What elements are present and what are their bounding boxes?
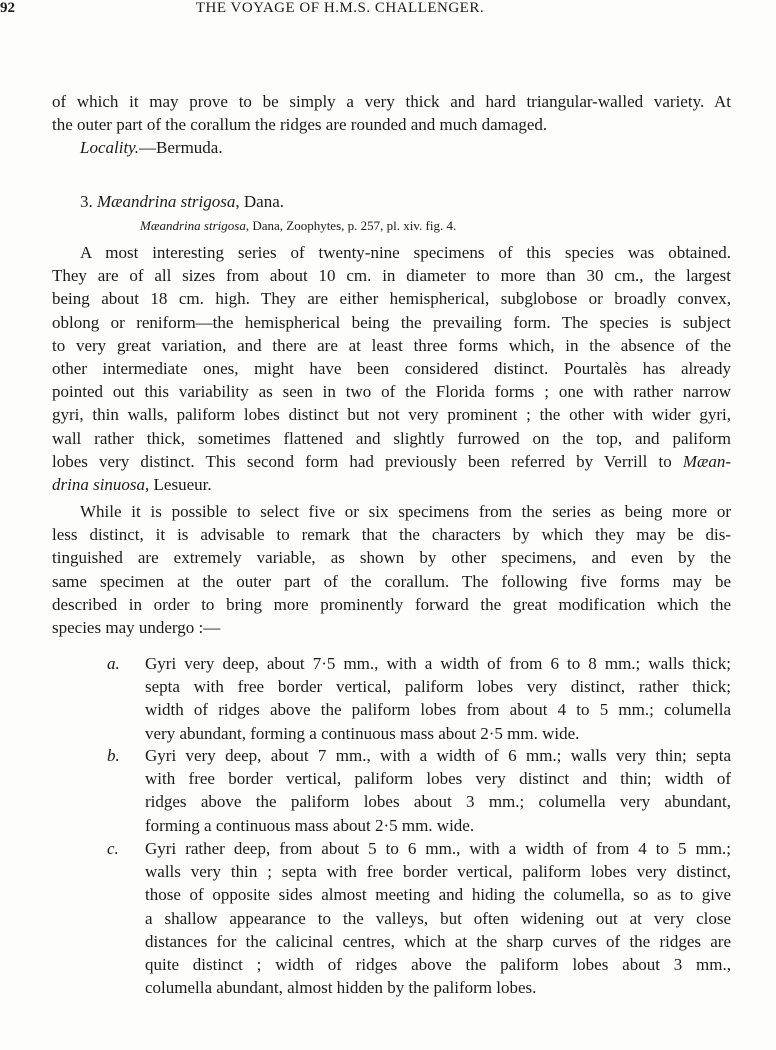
text-line: Gyri rather deep, from about 5 to 6 mm., with a width of from 4 to 5 mm.; (145, 839, 731, 858)
text-line: septa with free border vertical, paliform lobes very distinct, rather thick; (145, 677, 731, 697)
paragraph-description (52, 241, 731, 496)
text-line: distances for the calicinal centres, which at the sharp curves of the ridges are (145, 931, 731, 951)
text-line: wall rather thick, sometimes flattened and slightly furrowed on the top, and paliform (52, 428, 731, 448)
species-heading (80, 190, 480, 213)
text-line (80, 190, 480, 213)
paragraph-continuation (52, 90, 731, 136)
text-line: gyri, thin walls, paliform lobes distinct but not very prominent ; the other with wider gyri, (52, 405, 731, 425)
text-line: species may undergo :— (52, 618, 221, 638)
text-line: They are of all sizes from about 10 cm. in diameter to more than 30 cm., the largest (52, 266, 731, 286)
item-text (145, 837, 731, 999)
text-line: ridges above the paliform lobes about 3 mm.; columella very abundant, (145, 792, 731, 812)
running-title: THE VOYAGE OF H.M.S. CHALLENGER. (195, 0, 485, 16)
italic-text: Mæandrina strigosa (140, 218, 246, 233)
text-line: with free border vertical, paliform lobes very distinct and thin; width of (145, 769, 731, 789)
synonymy-citation (140, 214, 560, 237)
text-line (52, 473, 731, 496)
text-line: very abundant, forming a continuous mass about 2·5 mm. wide. (145, 723, 580, 743)
text-segment: , Dana. (235, 192, 285, 211)
text-line: walls very thin ; septa with free border vertical, paliform lobes very distinct, (145, 862, 731, 882)
text-line: width of ridges above the paliform lobes from about 4 to 5 mm.; columella (145, 700, 731, 720)
page-header (0, 0, 680, 24)
text-segment: lobes very distinct. This second form had previously been referred by Verrill to (52, 451, 683, 471)
text-line: Gyri very deep, about 7 mm., with a width of 6 mm.; walls very thin; septa (145, 746, 731, 765)
item-text (145, 744, 731, 837)
text-line: other intermediate ones, might have been considered distinct. Pourtalès has already (52, 359, 731, 379)
text-line (80, 136, 480, 159)
text-line (140, 214, 560, 237)
text-line: oblong or reniform—the hemispherical being the prevailing form. The species is subject (52, 312, 731, 332)
text-line: While it is possible to select five or six specimens from the series as being more or (80, 502, 731, 521)
text-line: columella abundant, almost hidden by the paliform lobes. (145, 978, 537, 998)
text-line: A most interesting series of twenty-nine specimens of this species was obtained. (80, 243, 731, 262)
item-text (145, 652, 731, 745)
text-line: Gyri very deep, about 7·5 mm., with a width of from 6 to 8 mm.; walls thick; (145, 654, 731, 673)
text-line: quite distinct ; width of ridges above the paliform lobes about 3 mm., (145, 955, 731, 975)
text-line: tinguished are extremely variable, as shown by other specimens, and even by the (52, 548, 731, 568)
text-line: to very great variation, and there are at least three forms which, in the absence of the (52, 335, 731, 355)
italic-text: Mæandrina strigosa (97, 192, 236, 211)
text-line (52, 450, 731, 473)
italic-text: drina sinuosa (52, 475, 146, 495)
text-line: described in order to bring more prominently forward the great modification which the (52, 594, 731, 614)
italic-text: Mæan- (682, 451, 731, 471)
text-line: forming a continuous mass about 2·5 mm. wide. (145, 815, 475, 835)
italic-text: Locality. (80, 138, 140, 157)
page-number: 92 (0, 0, 15, 16)
text-line: those of opposite sides almost meeting and hiding the columella, so as to give (145, 885, 731, 905)
text-line: the outer part of the corallum the ridges are rounded and much damaged. (52, 115, 548, 135)
text-segment: , Dana, Zoophytes, p. 257, pl. xiv. fig. 4. (245, 218, 457, 233)
text-line: less distinct, it is advisable to remark that the characters by which they may be dis- (52, 525, 731, 545)
text-segment: —Bermuda. (139, 138, 223, 157)
text-line: a shallow appearance to the valleys, but often widening out at very close (145, 908, 731, 928)
text-line: same specimen at the outer part of the corallum. The following five forms may be (52, 571, 731, 591)
text-line: pointed out this variability as seen in two of the Florida forms ; one with rather narrow (52, 382, 731, 402)
item-label: b. (107, 746, 120, 765)
text-line: of which it may prove to be simply a very thick and hard triangular-walled variety. At (52, 92, 731, 111)
text-line: being about 18 cm. high. They are either hemispherical, subglobose or broadly convex, (52, 289, 731, 309)
item-label: a. (107, 654, 120, 673)
paragraph-variation (52, 500, 731, 639)
text-segment: 3. (80, 192, 97, 211)
item-label: c. (107, 839, 119, 858)
locality-line (80, 136, 480, 159)
text-segment: , Lesueur. (145, 475, 212, 495)
